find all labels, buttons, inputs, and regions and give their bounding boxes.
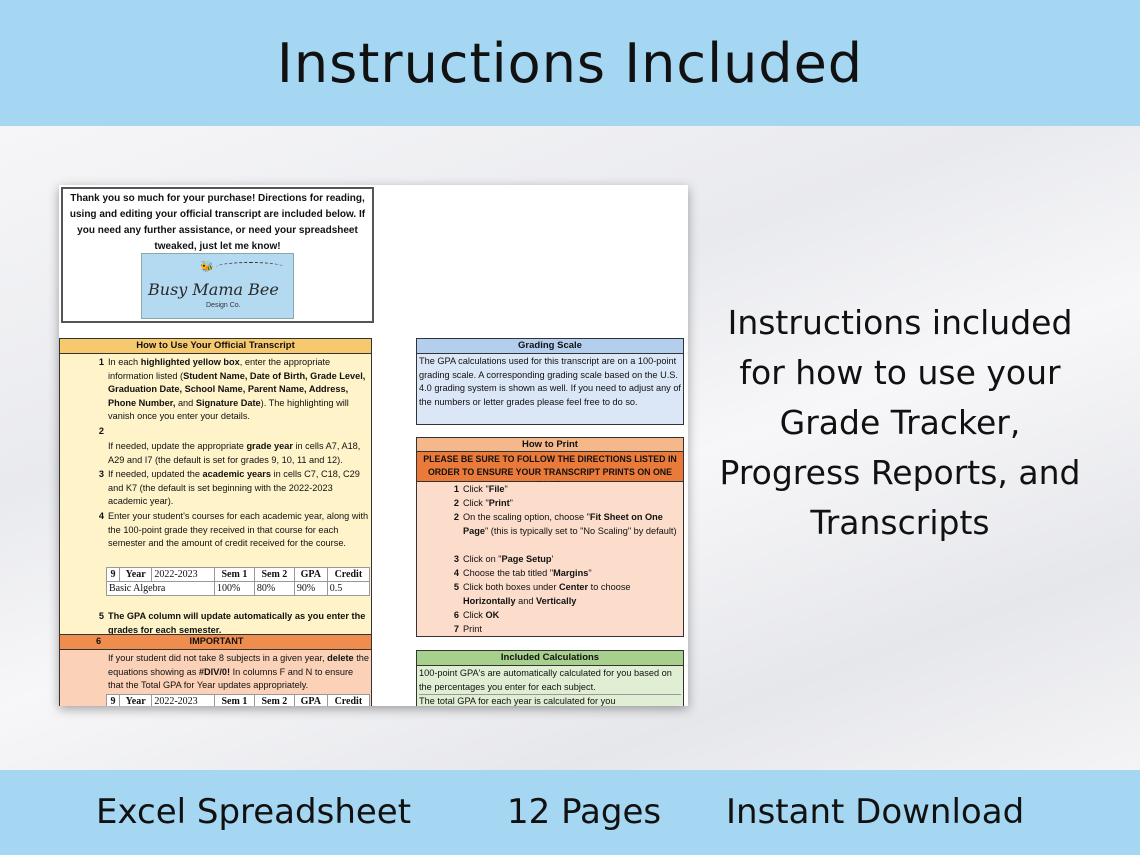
logo <box>141 253 294 319</box>
important-text: If your student did not take 8 subjects in a given year, delete the equations showing as #DIV/0! In columns F and N to ensure that the Total GPA for Year updates appropriately. <box>108 653 369 690</box>
print-body: 1 Click "File" 2 Click "Print" 2 On the scaling option, choose "Fit Sheet on One Page" (this is typically set to "No Scaling" by default) 3 Click on "Page Setup' 4 Choose the tab titled "Margins" 5 Click both boxes under Center to choose Horizontally and Vertically 6 Click OK 7 Print <box>416 482 684 637</box>
howto-body: 1 In each highlighted yellow box, enter the appropriate information listed (Student Name, Date of Birth, Grade Level, Graduation Date, School Name, Parent Name, Address, Phone Number, and Signature Date). The highlighting will vanish once you enter your details. 2 If needed, update the appropriate grade year in cells A7, A18, A29 and I7 (the default is set for grades 9, 10, 11 and 12). 3 If needed, updated the academic years in cells C7, C18, C29 and K7 (the default is set beginning with the 2022-2023 academic year). 4 Enter your student's courses for each academic year, along with the 100-point grade they received in that course for each semester and the amount of credit received for the course. 9 Year 2022-2023 Sem 1 Sem 2 GPA Credit Basic Algebra 100% 80% 90% 0.5 5 The GPA column will update automatically as you enter the grades for each semester. <box>59 354 372 644</box>
howto-step-text: Enter your student's courses for each academic year, along with the 100-point grade they received in that course for each semester and the amount of credit received for the course. <box>108 511 369 548</box>
side-description: Instructions included for how to use your Grade Tracker, Progress Reports, and Transcripts <box>719 303 1081 542</box>
feature-excel: Excel Spreadsheet <box>96 792 412 832</box>
feature-download: Instant Download <box>726 792 1025 832</box>
important-header: 6 IMPORTANT <box>59 634 372 650</box>
howto-header: How to Use Your Official Transcript <box>59 338 372 354</box>
page-title: Instructions Included <box>276 31 864 95</box>
bottom-banner <box>0 770 1140 855</box>
bee-icon: 🐝 <box>200 261 214 273</box>
example-table: 9 Year 2022-2023 Sem 1 Sem 2 GPA Credit Basic Algebra 100% 80% 90% 0.5 <box>106 567 370 596</box>
flight-path <box>216 262 284 272</box>
grading-text: The GPA calculations used for this transcript are on a 100-point grading scale. A corresponding grading scale based on the U.S. 4.0 grading system is shown as well. If you need to adjust any of the numbers or letter grades please feel free to do so. <box>416 354 684 425</box>
logo-brand: Busy Mama Bee <box>148 280 279 299</box>
print-header: How to Print <box>416 437 684 452</box>
calc-header: Included Calculations <box>416 650 684 666</box>
important-body <box>59 650 372 706</box>
howto-step-text: The GPA column will update automatically as you enter the grades for each semester. <box>108 611 366 635</box>
feature-pages: 12 Pages <box>507 792 662 832</box>
grading-header: Grading Scale <box>416 338 684 354</box>
grading-section <box>416 338 684 425</box>
print-warning: PLEASE BE SURE TO FOLLOW THE DIRECTIONS LISTED IN ORDER TO ENSURE YOUR TRANSCRIPT PRINTS ON ONE <box>416 452 684 482</box>
howto-step-text: In each highlighted yellow box, enter the appropriate information listed (Student Name, Date of Birth, Grade Level, Graduation Date, School Name, Parent Name, Address, Phone Number, and Signature Date). The highlighting will vanish once you enter your details. <box>108 357 366 421</box>
print-section <box>416 437 684 637</box>
howto-step-text: If needed, update the appropriate grade year in cells A7, A18, A29 and I7 (the default is set for grades 9, 10, 11 and 12). <box>108 441 361 465</box>
example-table-2: 9 Year 2022-2023 Sem 1 Sem 2 GPA Credit <box>106 694 370 706</box>
thank-you-box <box>61 187 374 323</box>
calc-text-1: 100-point GPA's are automatically calculated for you based on the percentages you enter for each subject. <box>419 667 681 695</box>
howto-step-text: If needed, updated the academic years in cells C7, C18, C29 and K7 (the default is set beginning with the 2022-2023 academic year). <box>108 469 360 506</box>
top-banner <box>0 0 1140 126</box>
calc-section <box>416 650 684 706</box>
thank-you-text: Thank you so much for your purchase! Directions for reading, using and editing your official transcript are included below. If you need any further assistance, or need your spreadsheet tweaked, just let me know! <box>69 193 366 252</box>
spreadsheet-preview <box>59 185 688 706</box>
logo-sub: Design Co. <box>206 302 241 309</box>
howto-section <box>59 338 372 706</box>
calc-body <box>416 666 684 706</box>
calc-text-2: The total GPA for each year is calculated for you <box>419 696 616 706</box>
